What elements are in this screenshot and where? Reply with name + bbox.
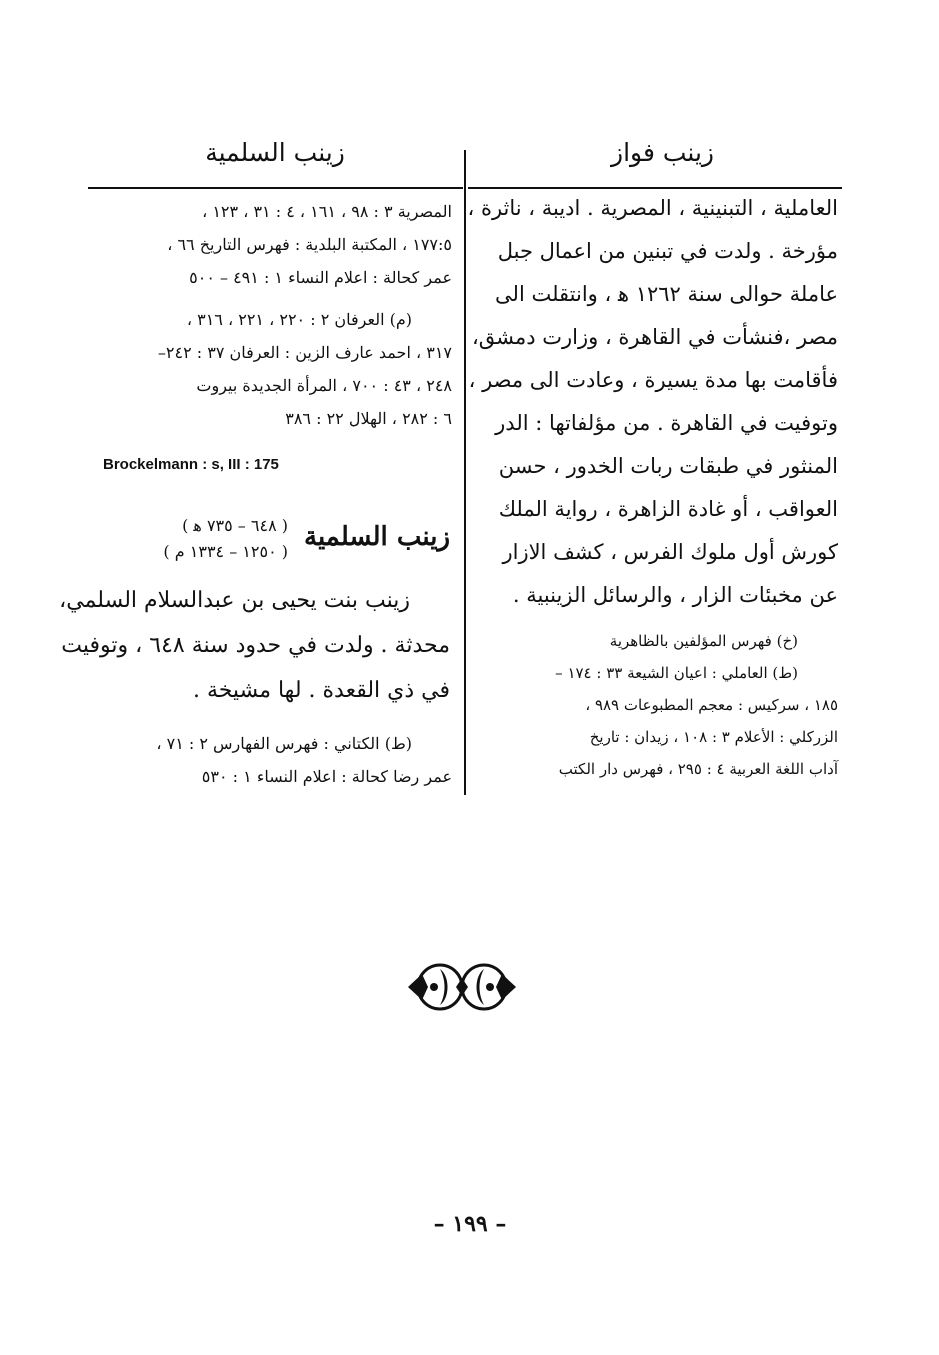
body-line: العواقب ، أو غادة الزاهرة ، رواية الملك (498, 497, 838, 521)
entry-body (59, 588, 450, 723)
ref-line: ١٨٥ ، سركيس : معجم المطبوعات ٩٨٩ ، (585, 696, 838, 714)
right-header-rule (468, 187, 842, 189)
ref-line: آداب اللغة العربية ٤ : ٢٩٥ ، فهرس دار الكتب (558, 760, 838, 778)
body-line: في ذي القعدة . لها مشيخة . (192, 678, 450, 703)
ref-line: ٦ : ٢٨٢ ، الهلال ٢٢ : ٣٨٦ (285, 409, 452, 428)
left-m-refs (92, 310, 452, 442)
column-divider (464, 150, 466, 795)
ref-line: ١٧٧:٥ ، المكتبة البلدية : فهرس التاريخ ٦٦ ، (167, 235, 452, 254)
body-line: فأقامت بها مدة يسيرة ، وعادت الى مصر ، (468, 368, 838, 392)
ref-line: ٣١٧ ، احمد عارف الزين : العرفان ٣٧ : ٢٤٢– (157, 343, 452, 362)
right-column-body (467, 196, 838, 626)
hijri-dates: ( ٦٤٨ – ٧٣٥ ﻫ ) (182, 516, 288, 535)
body-line: العاملية ، التبنينية ، المصرية . اديبة ، ناثرة ، (467, 196, 838, 220)
body-line: محدثة . ولدت في حدود سنة ٦٤٨ ، وتوفيت (61, 633, 450, 658)
right-column-header: زينب فواز (611, 138, 714, 167)
body-line: المنثور في طبقات ربات الخدور ، حسن (498, 454, 838, 478)
ref-line: (ط) الكتاني : فهرس الفهارس ٢ : ٧١ ، (156, 734, 412, 753)
page-number: – ١٩٩ – (433, 1211, 507, 1237)
left-column-header: زينب السلمية (205, 138, 345, 167)
ref-line: الزركلي : الأعلام ٣ : ١٠٨ ، زيدان : تاريخ (589, 728, 838, 746)
left-header-rule (88, 187, 463, 189)
gregorian-dates: ( ١٢٥٠ – ١٣٣٤ م ) (163, 542, 288, 561)
ref-line: (ط) العاملي : اعيان الشيعة ٣٣ : ١٧٤ – (555, 664, 798, 682)
ref-line: عمر كحالة : اعلام النساء ١ : ٤٩١ – ٥٠٠ (189, 268, 452, 287)
ref-line: (م) العرفان ٢ : ٢٢٠ ، ٢٢١ ، ٣١٦ ، (186, 310, 412, 329)
ornament-icon (406, 960, 518, 1014)
body-line: مؤرخة . ولدت في تبنين من اعمال جبل (497, 239, 838, 263)
latin-reference: Brockelmann : s, III : 175 (103, 456, 279, 473)
ref-line: المصرية ٣ : ٩٨ ، ١٦١ ، ٤ : ٣١ ، ١٢٣ ، (202, 202, 452, 221)
body-line: كورش أول ملوك الفرس ، كشف الازار (502, 540, 838, 564)
ref-line: ٢٤٨ ، ٤٣ : ٧٠٠ ، المرأة الجديدة بيروت (196, 376, 452, 395)
entry-dates (98, 516, 288, 568)
body-line: عاملة حوالى سنة ١٢٦٢ ﻫ ، وانتقلت الى (495, 282, 838, 306)
entry-title: زينب السلمية (304, 522, 450, 552)
ref-line: عمر رضا كحالة : اعلام النساء ١ : ٥٣٠ (201, 767, 452, 786)
entry-refs (92, 734, 452, 800)
ref-line: (خ) فهرس المؤلفين بالظاهرية (609, 632, 798, 650)
body-line: عن مخبئات الزار ، والرسائل الزينبية . (512, 583, 838, 607)
body-line: وتوفيت في القاهرة . من مؤلفاتها : الدر (495, 411, 838, 435)
body-line: زينب بنت يحيى بن عبدالسلام السلمي، (59, 588, 410, 613)
body-line: مصر ،فنشأت في القاهرة ، وزارت دمشق، (471, 325, 838, 349)
left-continued-refs (92, 202, 452, 301)
right-column-refs (478, 632, 838, 792)
